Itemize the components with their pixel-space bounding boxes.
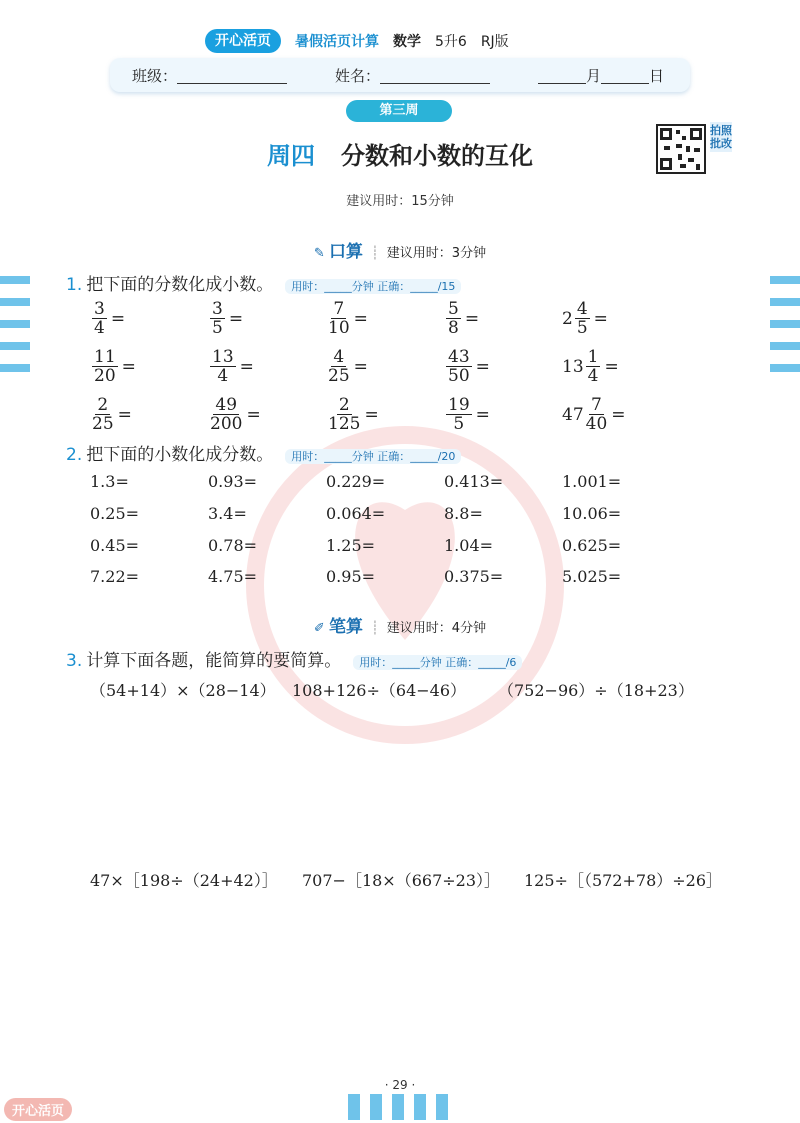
equals-sign: = xyxy=(475,404,490,425)
q3-meta: 用时：_____分钟 正确：_____/6 xyxy=(353,655,522,670)
fraction-item xyxy=(90,300,208,337)
decimal-item: 0.375= xyxy=(444,567,504,586)
decimal-item: 3.4= xyxy=(208,504,247,523)
equals-sign: = xyxy=(464,308,480,329)
fraction-item xyxy=(562,396,680,433)
fraction-item xyxy=(444,396,562,433)
fraction-item xyxy=(90,396,208,433)
decimal-item: 0.229= xyxy=(326,472,386,491)
numerator: 4 xyxy=(576,299,588,319)
denominator: 200 xyxy=(210,414,243,434)
name-label: 姓名： xyxy=(335,66,381,85)
numerator: 3 xyxy=(212,299,223,319)
fraction-item xyxy=(208,396,326,433)
numerator: 43 xyxy=(448,347,470,367)
decimal-item: 1.001= xyxy=(562,472,622,491)
header-bar xyxy=(205,28,605,54)
q2-row xyxy=(90,567,680,586)
q3-expr-6: 125÷［（572+78）÷26］ xyxy=(524,871,723,890)
decimal-item: 1.25= xyxy=(326,536,376,555)
decimal-item: 8.8= xyxy=(444,504,483,523)
fraction xyxy=(210,300,225,337)
left-stripes xyxy=(0,276,30,386)
fraction-item xyxy=(208,300,326,337)
q1-text: 把下面的分数化成小数。 xyxy=(86,275,274,295)
fraction xyxy=(92,396,114,433)
equals-sign: = xyxy=(110,308,126,329)
numerator: 11 xyxy=(94,347,116,367)
week-badge: 第三周 xyxy=(346,100,452,122)
edition-label: RJ版 xyxy=(480,34,509,50)
written-title: 笔算 xyxy=(328,617,363,637)
decimal-item: 1.3= xyxy=(90,472,129,491)
fraction xyxy=(446,348,472,385)
oral-title: 口算 xyxy=(328,242,363,262)
decimal-item: 0.45= xyxy=(90,536,140,555)
fraction-item xyxy=(208,348,326,385)
fraction xyxy=(210,348,236,385)
oral-section-head: ✎ 口算 ┊ 建议用时：3分钟 xyxy=(313,242,487,262)
fraction-item xyxy=(326,348,444,385)
q1-meta: 用时：_____分钟 正确：_____/15 xyxy=(285,279,461,294)
decimal-item: 0.93= xyxy=(208,472,258,491)
fraction xyxy=(446,396,472,433)
q1-row xyxy=(90,396,680,433)
q3-number: 3. xyxy=(66,651,83,671)
denominator: 25 xyxy=(328,366,350,386)
q3-text: 计算下面各题，能简算的要简算。 xyxy=(86,651,342,671)
equals-sign: = xyxy=(475,356,490,377)
decimal-item: 0.413= xyxy=(444,472,504,491)
denominator: 5 xyxy=(576,318,588,338)
denominator: 5 xyxy=(212,318,223,338)
title-topic: 分数和小数的互化 xyxy=(341,142,533,170)
equals-sign: = xyxy=(117,404,132,425)
q1-row xyxy=(90,348,680,385)
month-label: 月 xyxy=(586,66,602,85)
decimal-item: 0.25= xyxy=(90,504,140,523)
decimal-item: 0.95= xyxy=(326,567,376,586)
student-info-row xyxy=(110,58,690,92)
wrench-icon: ✎ xyxy=(313,246,325,261)
whole-part: 2 xyxy=(562,308,573,329)
q2-row xyxy=(90,504,680,523)
q2-row xyxy=(90,472,680,491)
numerator: 7 xyxy=(591,395,602,415)
q3-expr-4: 47×［198÷（24+42）］ xyxy=(90,871,278,890)
fraction-item xyxy=(444,348,562,385)
right-stripes xyxy=(770,276,800,386)
subject-label: 数学 xyxy=(393,34,421,50)
numerator: 49 xyxy=(215,395,238,415)
q3-row-1 xyxy=(90,678,694,701)
q3-expr-1: （54+14）×（28−14） xyxy=(90,681,276,700)
fraction xyxy=(586,348,601,385)
bottom-bars xyxy=(348,1094,458,1120)
suggested-time: 建议用时：15分钟 xyxy=(346,194,454,209)
whole-part: 47 xyxy=(562,404,584,425)
decimal-item: 7.22= xyxy=(90,567,140,586)
numerator: 5 xyxy=(448,299,459,319)
brand-logo: 开心活页 xyxy=(205,29,281,53)
denominator: 50 xyxy=(448,366,470,386)
fraction-item xyxy=(326,396,444,433)
numerator: 1 xyxy=(587,347,599,367)
decimal-item: 0.625= xyxy=(562,536,622,555)
equals-sign: = xyxy=(353,356,368,377)
q3-row-2 xyxy=(90,868,722,891)
decimal-item: 4.75= xyxy=(208,567,258,586)
numerator: 4 xyxy=(333,347,345,367)
qr-code-icon[interactable] xyxy=(656,124,706,174)
numerator: 19 xyxy=(448,395,470,415)
q2-meta: 用时：_____分钟 正确：_____/20 xyxy=(285,449,461,464)
whole-part: 13 xyxy=(562,356,584,377)
fraction-item xyxy=(562,300,680,337)
denominator: 5 xyxy=(453,414,465,434)
equals-sign: = xyxy=(246,404,261,425)
fraction-item xyxy=(90,348,208,385)
numerator: 2 xyxy=(338,395,350,415)
q2-text: 把下面的小数化成分数。 xyxy=(86,445,274,465)
fraction xyxy=(92,348,118,385)
photo-grade-label: 拍照批改 xyxy=(710,124,732,150)
question-1 xyxy=(66,270,461,295)
equals-sign: = xyxy=(239,356,254,377)
day-label: 日 xyxy=(649,66,665,85)
decimal-item: 0.78= xyxy=(208,536,258,555)
fraction xyxy=(210,396,242,433)
q3-expr-5: 707−［18×（667÷23）］ xyxy=(302,871,501,890)
denominator: 4 xyxy=(217,366,229,386)
numerator: 13 xyxy=(212,347,234,367)
q2-row xyxy=(90,536,680,555)
page-number: · 29 · xyxy=(384,1078,416,1092)
denominator: 8 xyxy=(448,318,459,338)
equals-sign: = xyxy=(593,308,608,329)
footer-brand-logo: 开心活页 xyxy=(4,1098,72,1121)
fraction-item xyxy=(562,348,680,385)
equals-sign: = xyxy=(604,356,619,377)
fraction xyxy=(328,300,350,337)
denominator: 25 xyxy=(92,414,114,434)
q1-number: 1. xyxy=(66,275,83,295)
equals-sign: = xyxy=(121,356,136,377)
question-2 xyxy=(66,440,461,465)
equals-sign: = xyxy=(611,404,626,425)
month-field[interactable] xyxy=(538,66,586,84)
written-time: 建议用时：4分钟 xyxy=(386,621,487,636)
numerator: 2 xyxy=(97,395,109,415)
decimal-item: 0.064= xyxy=(326,504,386,523)
oral-time: 建议用时：3分钟 xyxy=(386,246,487,261)
fraction xyxy=(446,300,461,337)
denominator: 40 xyxy=(585,414,608,434)
class-label: 班级： xyxy=(132,66,178,85)
decimal-item: 5.025= xyxy=(562,567,622,586)
q3-expr-2: 108+126÷（64−46） xyxy=(292,681,467,700)
numerator: 7 xyxy=(333,299,345,319)
day-field[interactable] xyxy=(601,66,649,84)
series-title: 暑假活页计算 xyxy=(295,34,379,50)
denominator: 125 xyxy=(328,414,361,434)
fraction xyxy=(586,396,608,433)
q2-number: 2. xyxy=(66,445,83,465)
fraction xyxy=(328,348,350,385)
equals-sign: = xyxy=(364,404,379,425)
equals-sign: = xyxy=(353,308,368,329)
pencil-icon: ✐ xyxy=(313,621,325,636)
denominator: 20 xyxy=(94,366,116,386)
grade-label: 5升6 xyxy=(435,34,467,50)
title-day: 周四 xyxy=(267,142,315,170)
denominator: 4 xyxy=(587,366,599,386)
fraction xyxy=(575,300,590,337)
q3-expr-3: （752−96）÷（18+23） xyxy=(498,681,694,700)
denominator: 10 xyxy=(328,318,350,338)
equals-sign: = xyxy=(228,308,244,329)
numerator: 3 xyxy=(94,299,105,319)
decimal-item: 10.06= xyxy=(562,504,622,523)
q1-row xyxy=(90,300,680,337)
fraction-item xyxy=(444,300,562,337)
class-field[interactable] xyxy=(177,66,287,84)
fraction xyxy=(92,300,107,337)
denominator: 4 xyxy=(94,318,105,338)
fraction xyxy=(328,396,360,433)
fraction-item xyxy=(326,300,444,337)
question-3 xyxy=(66,646,522,671)
decimal-item: 1.04= xyxy=(444,536,494,555)
name-field[interactable] xyxy=(380,66,490,84)
written-section-head: ✐ 笔算 ┊ 建议用时：4分钟 xyxy=(313,617,487,637)
